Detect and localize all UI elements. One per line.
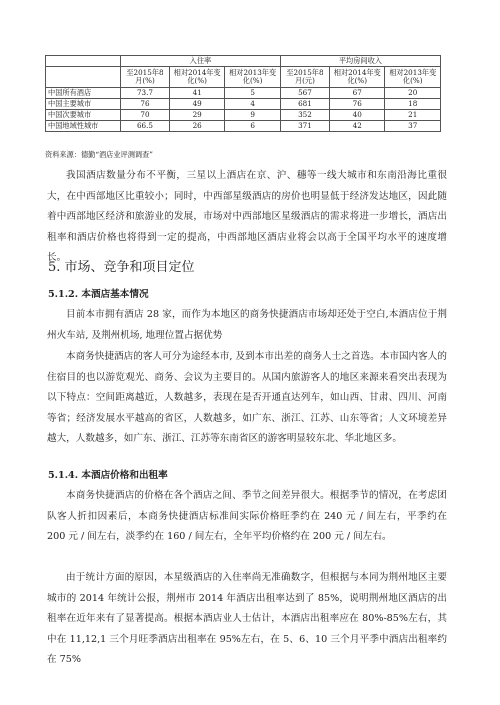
paragraph-text: 我国酒店数量分布不平衡，三星以上酒店在京、沪、穗等一线大城市和东南沿海比重很大，在中西部地区比重较小；同时，中西部星级酒店的房价也明显低于经济发达地区，因此随着中西部地区经济和旅游业的发展，市场对中西部地区星级酒店的需求将进一步增长，酒店出租率和酒店价格也将得到一定的提高，中西部地区酒店业将会以高于全国平均水平的速度增长。 [47, 170, 447, 263]
table-cell: 73.7 [121, 88, 170, 99]
paragraph-text: 本商务快捷酒店的价格在各个酒店之间、季节之间差异很大。根据季节的情况，在考虑团队客人折扣因素后，本商务快捷酒店标准间实际价格旺季约在 240 元 / 间左右，平季约在 200 元 / 间左右，淡季约在 160 / 间左右，全年平均价格约在 200 元 / 间左右。 [47, 490, 447, 542]
table-corner-cell [46, 67, 121, 88]
table-cell: 76 [121, 99, 170, 110]
paragraph-hotel-basics [47, 305, 447, 346]
table-sub-header-row [46, 67, 441, 88]
row-label: 中国地域性城市 [46, 121, 121, 132]
table-cell: 29 [169, 110, 224, 121]
table-cell: 6 [225, 121, 280, 132]
subsection-heading: 5.1.4. 本酒店价格和出租率 [48, 470, 168, 481]
paragraph-occupancy [47, 568, 447, 671]
subsection-heading: 5.1.2. 本酒店基本情况 [48, 289, 149, 300]
table-cell: 5 [225, 88, 280, 99]
paragraph-guest-profile [47, 347, 447, 450]
table-cell: 70 [121, 110, 170, 121]
paragraph-text: 本商务快捷酒店的客人可分为途经本市, 及到本市出差的商务人士之首选。本市国内客人的住宿目的也以游览观光、商务、会议为主要目的。从国内旅游客人的地区来源来看突出表现为以下特点：空间距离越近，人数越多，表现在是否开通直达列车，如山西、甘肃、四川、河南等省；经济发展水平越高的省区，人数越多，如广东、浙江、江苏、山东等省；人文环境差异越大，人数越多，如广东、浙江、江苏等东南省区的游客明显较东北、华北地区多。 [47, 351, 447, 444]
paragraph-pricing [47, 486, 447, 548]
table-cell: 42 [330, 121, 385, 132]
table-group-header: 入住率 [121, 56, 281, 67]
table-sub-header: 相对2013年变化(%) [385, 67, 441, 88]
table-cell: 41 [169, 88, 224, 99]
table-cell: 18 [385, 99, 441, 110]
occupancy-revenue-table [45, 55, 441, 132]
table-cell: 40 [330, 110, 385, 121]
table-sub-header: 相对2013年变化(%) [225, 67, 280, 88]
table-cell: 66.5 [121, 121, 170, 132]
table-row [46, 110, 441, 121]
table-cell: 49 [169, 99, 224, 110]
table-group-header: 平均房间收入 [280, 56, 440, 67]
table-cell: 352 [280, 110, 329, 121]
table-row [46, 88, 441, 99]
paragraph-text: 由于统计方面的原因，本星级酒店的入住率尚无准确数字，但根据与本同为荆州地区主要城市的 2014 年统计公报，荆州市 2014 年酒店出租率达到了 85%，说明荆州地区酒店的出租率在近年来有了显著提高。根据本酒店业人士估计，本酒店出租率应在 80%-85%左右，其中在 11,12,1 三个月旺季酒店出租率在 95%左右，在 5、6、10 三个月平季中酒店出租率约在 75% [47, 572, 447, 665]
row-label: 中国所有酒店 [46, 88, 121, 99]
table-cell: 371 [280, 121, 329, 132]
table-group-header-row [46, 56, 441, 67]
table-row [46, 121, 441, 132]
table-cell: 21 [385, 110, 441, 121]
table-row [46, 99, 441, 110]
table-sub-header: 至2015年8月(%) [121, 67, 170, 88]
row-label: 中国主要城市 [46, 99, 121, 110]
table-cell: 681 [280, 99, 329, 110]
table-sub-header: 相对2014年变化(%) [169, 67, 224, 88]
table-cell: 76 [330, 99, 385, 110]
table-cell: 20 [385, 88, 441, 99]
table-cell: 9 [225, 110, 280, 121]
table-cell: 4 [225, 99, 280, 110]
table-cell: 37 [385, 121, 441, 132]
table-source-note: 资料来源：德勤“酒店业评测调查” [45, 150, 153, 159]
paragraph-hotel-distribution [47, 166, 447, 269]
table-cell: 67 [330, 88, 385, 99]
paragraph-text: 目前本市拥有酒店 28 家，而作为本地区的商务快捷酒店市场却还处于空白,本酒店位于荆州火车站, 及荆州机场, 地理位置占据优势 [47, 309, 447, 341]
table-sub-header: 至2015年8月(元) [280, 67, 329, 88]
table-cell: 26 [169, 121, 224, 132]
table-corner-cell [46, 56, 121, 67]
section-heading: 5. 市场、竞争和项目定位 [48, 260, 195, 275]
table-cell: 567 [280, 88, 329, 99]
table-sub-header: 相对2014年变化(%) [330, 67, 385, 88]
row-label: 中国次要城市 [46, 110, 121, 121]
